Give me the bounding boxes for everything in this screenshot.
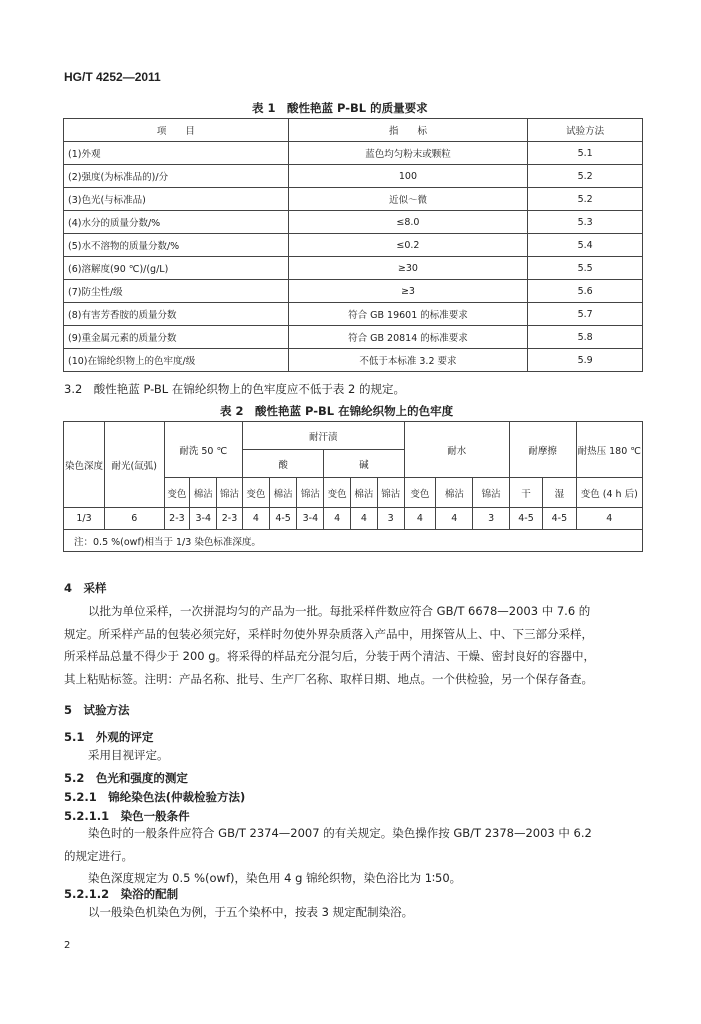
- body-line: 的规定进行。: [64, 848, 133, 863]
- row-item: (2)强度(为标准品的)/分: [64, 165, 289, 188]
- row-method: 5.2: [528, 188, 643, 211]
- row-index: ≤8.0: [288, 211, 528, 234]
- section-4-body: [64, 600, 644, 690]
- table-row: [64, 188, 643, 211]
- body-line: 染色时的一般条件应符合 GB/T 2374—2007 的有关规定。染色操作按 GB/T 2378—2003 中 6.2: [88, 826, 592, 840]
- header-item: 项 目: [64, 119, 289, 142]
- row-item: (10)在锦纶织物上的色牢度/级: [64, 349, 289, 372]
- body-line: 染色深度规定为 0.5 %(owf)，染色用 4 g 锦纶织物，染色浴比为 1∶50。: [88, 871, 462, 885]
- value-cell: 3: [473, 508, 509, 530]
- sub-change: 变色: [164, 478, 190, 508]
- sub-heat-change: 变色 (4 h 后): [576, 478, 642, 508]
- table-row: [64, 211, 643, 234]
- value-cell: 3-4: [190, 508, 217, 530]
- row-index: ≤0.2: [288, 234, 528, 257]
- table-row: [64, 303, 643, 326]
- value-cell: 4: [324, 508, 351, 530]
- sub-cotton: 棉沾: [190, 478, 217, 508]
- section-5-2-1-1-title: 5.2.1.1 染色一般条件: [64, 809, 190, 823]
- section-4-line: 所采样品总量不得少于 200 g。将采得的样品充分混匀后，分装于两个清洁、干燥、密封良好的容器中，: [64, 649, 596, 663]
- row-item: (8)有害芳香胺的质量分数: [64, 303, 289, 326]
- header-water: 耐水: [404, 422, 509, 478]
- row-index: 近似～微: [288, 188, 528, 211]
- clause-3-2: 3.2 酸性艳蓝 P-BL 在锦纶织物上的色牢度应不低于表 2 的规定。: [64, 382, 405, 396]
- row-index: ≥3: [288, 280, 528, 303]
- value-cell: 2-3: [164, 508, 190, 530]
- section-4-line: 其上粘贴标签。注明：产品名称、批号、生产厂名称、取样日期、地点。一个供检验，另一个保存备查。: [64, 671, 593, 686]
- value-cell: 4-5: [269, 508, 297, 530]
- sub-cotton: 棉沾: [351, 478, 378, 508]
- row-item: (4)水分的质量分数/%: [64, 211, 289, 234]
- header-acid: 酸: [242, 450, 323, 478]
- table1-caption: 表 1 酸性艳蓝 P-BL 的质量要求: [252, 101, 428, 115]
- sub-change: 变色: [324, 478, 351, 508]
- table-row: [64, 142, 643, 165]
- value-cell: 2-3: [217, 508, 243, 530]
- row-method: 5.6: [528, 280, 643, 303]
- table-row: [64, 326, 643, 349]
- value-cell: 4: [351, 508, 378, 530]
- value-cell: 4: [404, 508, 436, 530]
- sub-dry: 干: [509, 478, 542, 508]
- sub-cotton: 棉沾: [436, 478, 473, 508]
- row-index: 符合 GB 20814 的标准要求: [288, 326, 528, 349]
- table-row: [64, 165, 643, 188]
- section-5-1-body: 采用目视评定。: [88, 748, 169, 762]
- section-4-title: 4 采样: [64, 581, 107, 595]
- section-4-line: 以批为单位采样，一次拼混均匀的产品为一批。每批采样件数应符合 GB/T 6678—2003 中 7.6 的: [88, 604, 591, 618]
- header-depth: 染色深度: [64, 422, 105, 508]
- section-4-line: 规定。所采样产品的包装必须完好，采样时勿使外界杂质落入产品中，用探管从上、中、下三部分采样，: [64, 626, 593, 641]
- header-method: 试验方法: [528, 119, 643, 142]
- row-method: 5.4: [528, 234, 643, 257]
- table-header-row: [64, 119, 643, 142]
- color-fastness-table: [63, 421, 643, 552]
- sub-nylon: 锦沾: [217, 478, 243, 508]
- row-method: 5.1: [528, 142, 643, 165]
- value-cell: 4: [436, 508, 473, 530]
- row-item: (9)重金属元素的质量分数: [64, 326, 289, 349]
- row-index: ≥30: [288, 257, 528, 280]
- value-cell: 1/3: [64, 508, 105, 530]
- header-wash: 耐洗 50 ℃: [164, 422, 242, 478]
- section-5-2-1-2-title: 5.2.1.2 染浴的配制: [64, 887, 179, 901]
- row-method: 5.9: [528, 349, 643, 372]
- sub-nylon: 锦沾: [297, 478, 324, 508]
- value-cell: 6: [105, 508, 165, 530]
- table2-note: 注：0.5 %(owf)相当于 1/3 染色标准深度。: [64, 530, 643, 552]
- value-cell: 4-5: [543, 508, 576, 530]
- row-index: 蓝色均匀粉末或颗粒: [288, 142, 528, 165]
- table-row: [64, 280, 643, 303]
- row-method: 5.3: [528, 211, 643, 234]
- quality-requirements-table: [63, 118, 643, 372]
- header-heat-press: 耐热压 180 ℃: [576, 422, 642, 478]
- section-5-title: 5 试验方法: [64, 703, 130, 717]
- row-item: (7)防尘性/级: [64, 280, 289, 303]
- row-item: (6)溶解度(90 ℃)/(g/L): [64, 257, 289, 280]
- row-index: 100: [288, 165, 528, 188]
- section-5-2-title: 5.2 色光和强度的测定: [64, 771, 188, 785]
- document-code: HG/T 4252—2011: [64, 70, 161, 84]
- value-cell: 4: [242, 508, 269, 530]
- row-method: 5.2: [528, 165, 643, 188]
- value-cell: 4: [576, 508, 642, 530]
- table2-caption: 表 2 酸性艳蓝 P-BL 在锦纶织物上的色牢度: [220, 404, 454, 418]
- table-row: [64, 257, 643, 280]
- header-alkali: 碱: [324, 450, 404, 478]
- header-light: 耐光(氙弧): [105, 422, 165, 508]
- value-cell: 3-4: [297, 508, 324, 530]
- section-5-2-1-1-body: [64, 822, 644, 890]
- sub-wet: 湿: [543, 478, 576, 508]
- sub-change: 变色: [242, 478, 269, 508]
- sub-cotton: 棉沾: [269, 478, 297, 508]
- row-item: (3)色光(与标准品): [64, 188, 289, 211]
- sub-nylon: 锦沾: [473, 478, 509, 508]
- header-sweat: 耐汗渍: [242, 422, 404, 450]
- row-method: 5.7: [528, 303, 643, 326]
- section-5-2-1-2-body: 以一般染色机染色为例，于五个染杯中，按表 3 规定配制染浴。: [88, 905, 414, 919]
- table-row: [64, 349, 643, 372]
- value-cell: 4-5: [509, 508, 542, 530]
- row-index: 符合 GB 19601 的标准要求: [288, 303, 528, 326]
- row-index: 不低于本标准 3.2 要求: [288, 349, 528, 372]
- row-method: 5.8: [528, 326, 643, 349]
- value-cell: 3: [377, 508, 404, 530]
- section-5-2-1-title: 5.2.1 锦纶染色法(仲裁检验方法): [64, 790, 246, 804]
- table-row: [64, 508, 643, 530]
- row-item: (1)外观: [64, 142, 289, 165]
- sub-change: 变色: [404, 478, 436, 508]
- row-method: 5.5: [528, 257, 643, 280]
- header-rub: 耐摩擦: [509, 422, 576, 478]
- table-row: [64, 234, 643, 257]
- row-item: (5)水不溶物的质量分数/%: [64, 234, 289, 257]
- section-5-1-title: 5.1 外观的评定: [64, 730, 154, 744]
- page-number: 2: [64, 940, 71, 951]
- sub-nylon: 锦沾: [377, 478, 404, 508]
- header-index: 指 标: [288, 119, 528, 142]
